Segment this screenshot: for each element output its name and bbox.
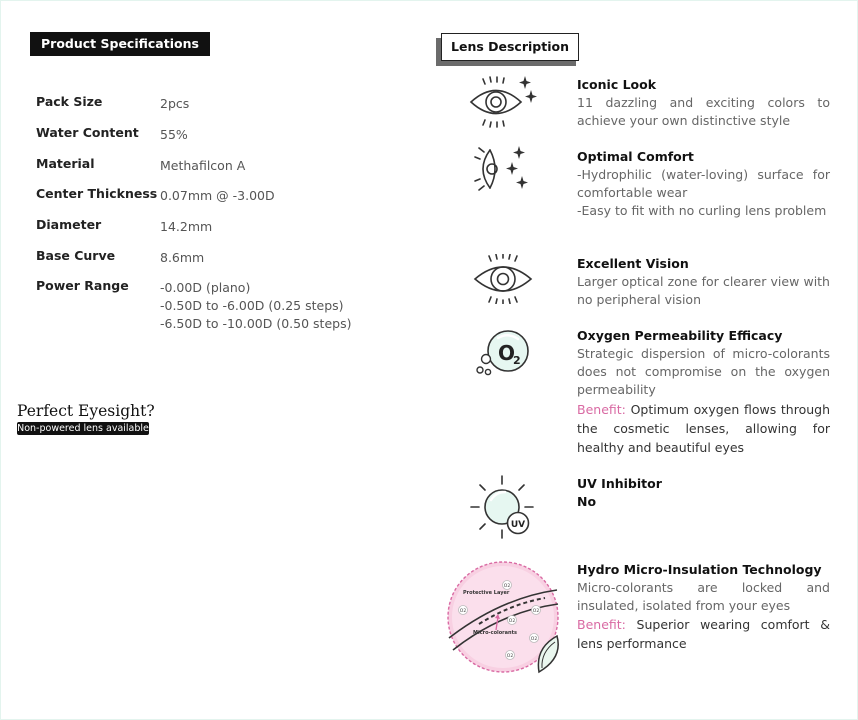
feature-title: Iconic Look <box>577 77 657 92</box>
oxygen-o2-icon <box>474 326 532 380</box>
feature-excellent-vision <box>577 255 830 309</box>
o2-text: O <box>498 341 516 365</box>
perfect-eyesight-title: Perfect Eyesight? <box>17 402 155 420</box>
spec-value: 14.2mm <box>160 219 213 234</box>
feature-text: Larger optical zone for clearer view with no peripheral vision <box>577 274 830 307</box>
feature-title: Optimal Comfort <box>577 149 694 164</box>
spec-label: Pack Size <box>36 94 103 109</box>
feature-title: Excellent Vision <box>577 256 689 271</box>
spec-label: Center Thickness <box>36 186 158 201</box>
spec-label: Water Content <box>36 125 139 140</box>
o2-subscript: 2 <box>513 354 521 367</box>
uv-label: UV <box>510 520 526 530</box>
feature-benefit <box>577 615 830 653</box>
feature-text: 11 dazzling and exciting colors to achieve your own distinctive style <box>577 95 830 128</box>
eye-icon <box>472 254 534 304</box>
feature-oxygen-permeability <box>577 327 830 457</box>
spec-value: Methafilcon A <box>160 158 246 173</box>
o2-bubble-label: O2 <box>530 637 538 642</box>
sparkling-eye-icon <box>465 74 539 128</box>
o2-bubble-label: O2 <box>506 654 514 659</box>
non-powered-badge: Non-powered lens available <box>17 423 149 434</box>
feature-benefit <box>577 400 830 457</box>
spec-value-list <box>160 279 351 333</box>
spec-value: -0.50D to -6.00D (0.25 steps) <box>160 298 344 313</box>
protective-layer-label: Protective Layer <box>463 590 510 596</box>
eye-sparkles-icon <box>470 142 532 196</box>
feature-text: -Easy to fit with no curling lens problem <box>577 203 827 218</box>
o2-bubble-label: O2 <box>503 584 511 589</box>
feature-title: Oxygen Permeability Efficacy <box>577 328 783 343</box>
feature-text: -Hydrophilic (water-loving) surface for comfortable wear <box>577 167 830 200</box>
o2-bubble-label: O2 <box>532 609 540 614</box>
spec-value: -6.50D to -10.00D (0.50 steps) <box>160 316 352 331</box>
uv-sun-icon <box>469 474 535 540</box>
spec-value: 2pcs <box>160 96 190 111</box>
lens-description-title: Lens Description <box>441 33 579 61</box>
feature-title: UV Inhibitor <box>577 476 662 491</box>
feature-text: Strategic dispersion of micro-colorants does not compromise on the oxygen permeability <box>577 346 830 397</box>
o2-bubble-label: O2 <box>459 609 467 614</box>
benefit-label: Benefit: <box>577 402 626 417</box>
benefit-text: Superior wearing comfort & lens performance <box>577 617 830 651</box>
feature-title: Hydro Micro-Insulation Technology <box>577 562 822 577</box>
spec-value: 55% <box>160 127 188 142</box>
spec-label: Diameter <box>36 217 102 232</box>
feature-iconic-look <box>577 76 830 130</box>
spec-label: Power Range <box>36 278 129 293</box>
benefit-label: Benefit: <box>577 617 626 632</box>
uv-inhibitor-value: No <box>577 494 597 509</box>
feature-hydro-micro-insulation <box>577 561 830 653</box>
feature-optimal-comfort <box>577 148 830 220</box>
product-specifications-title: Product Specifications <box>30 32 210 56</box>
spec-value: -0.00D (plano) <box>160 280 251 295</box>
benefit-text: Optimum oxygen flows through the cosmetic lenses, allowing for healthy and beautiful eyes <box>577 402 830 455</box>
o2-bubble-label: O2 <box>508 619 516 624</box>
spec-label: Material <box>36 156 95 171</box>
micro-insulation-diagram-icon <box>441 560 565 676</box>
micro-colorants-label: Micro-colorants <box>473 630 517 636</box>
spec-label: Base Curve <box>36 248 116 263</box>
spec-value: 0.07mm @ -3.00D <box>160 188 275 203</box>
feature-text: Micro-colorants are locked and insulated, isolated from your eyes <box>577 580 830 613</box>
spec-value: 8.6mm <box>160 250 205 265</box>
feature-uv-inhibitor <box>577 475 830 511</box>
